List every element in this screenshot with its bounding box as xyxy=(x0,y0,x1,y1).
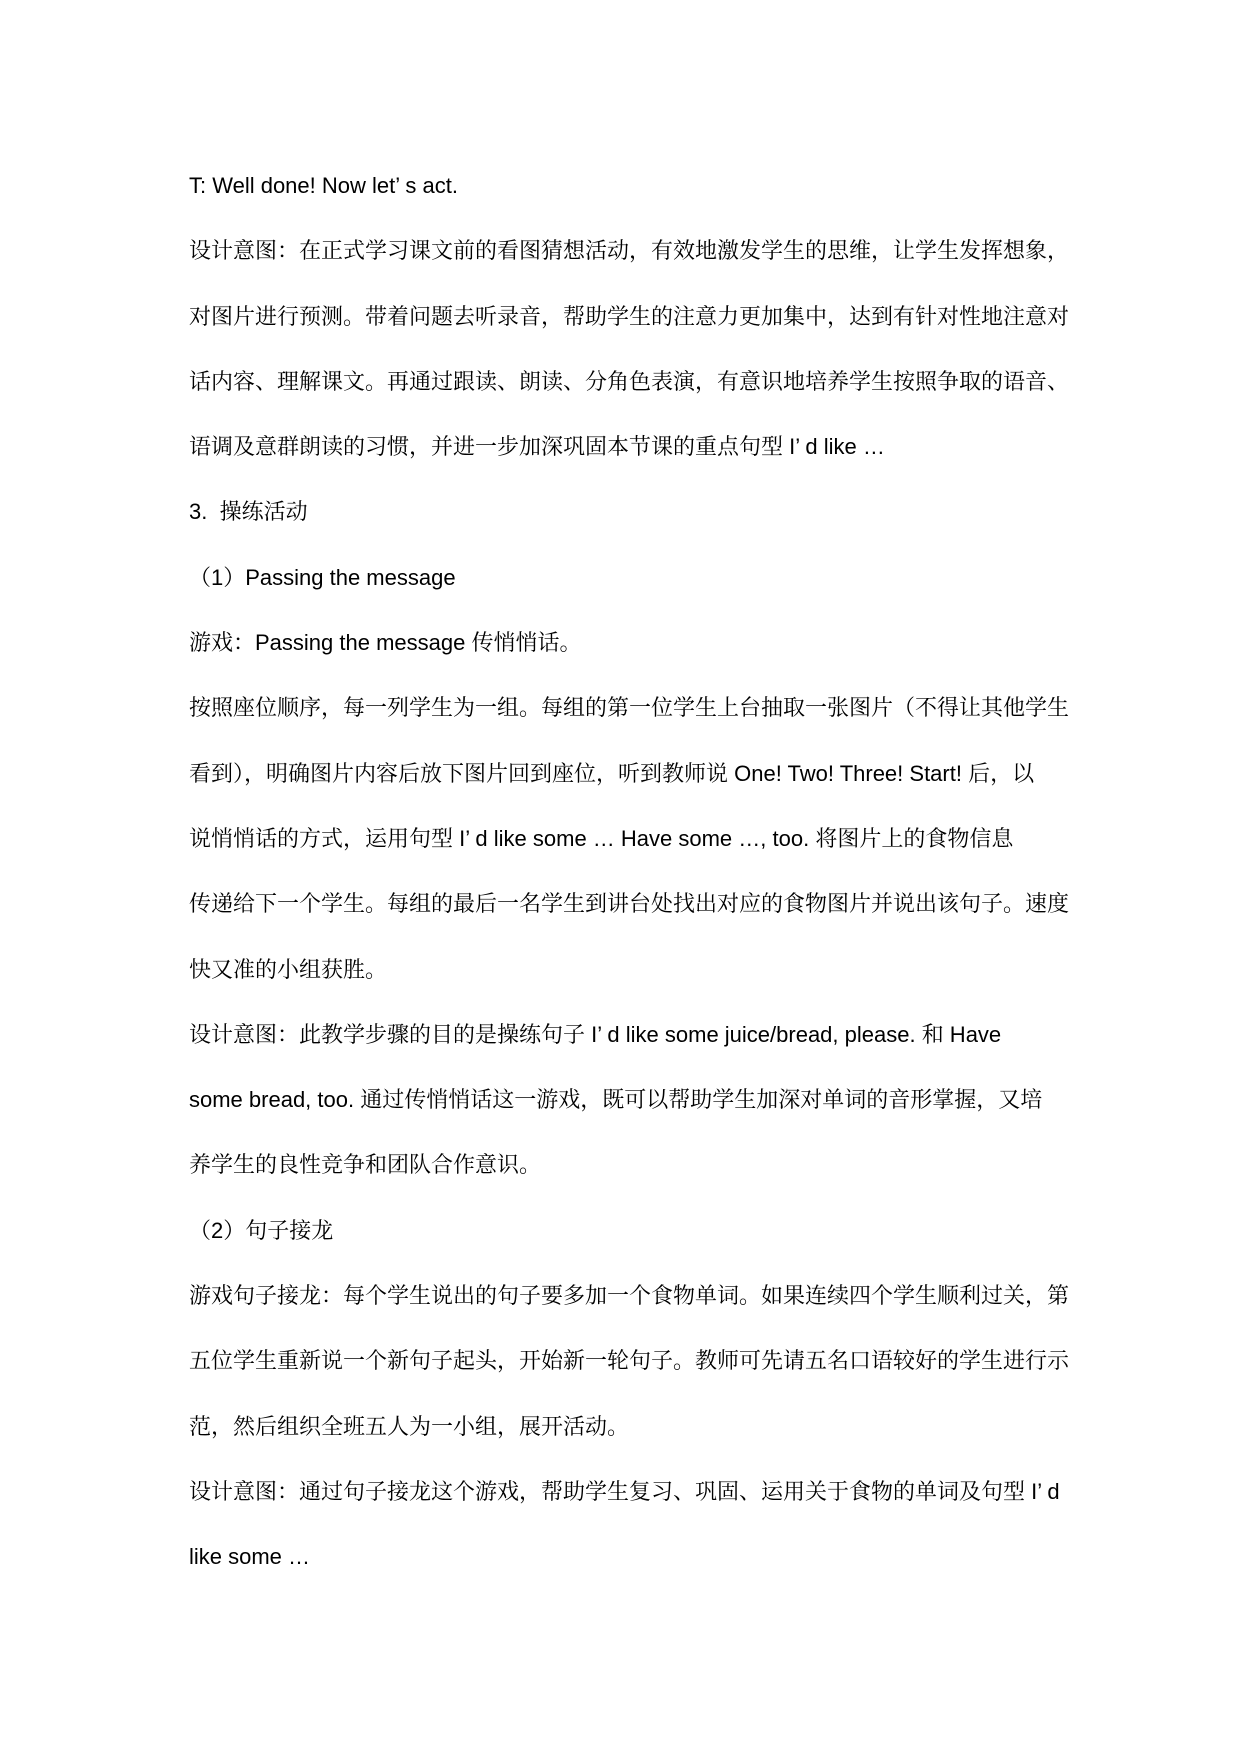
paragraph-line: 设计意图：在正式学习课文前的看图猜想活动，有效地激发学生的思维，让学生发挥想象， xyxy=(189,238,1070,264)
paragraph-line: 说悄悄话的方式，运用句型 I’ d like some … Have some …, too. 将图片上的食物信息 xyxy=(189,825,1014,851)
activity-1 xyxy=(189,545,1189,1198)
teacher-line: T: Well done! Now let’ s act. xyxy=(189,173,458,198)
paragraph-line: like some … xyxy=(189,1544,311,1570)
document-body xyxy=(189,153,1189,1590)
game-rules-paragraph xyxy=(189,675,1189,1001)
paragraph-line: 快又准的小组获胜。 xyxy=(189,956,388,982)
activity-title: （1）Passing the message xyxy=(189,564,456,590)
paragraph-line: 养学生的良性竞争和团队合作意识。 xyxy=(189,1152,542,1178)
paragraph-line: 话内容、理解课文。再通过跟读、朗读、分角色表演，有意识地培养学生按照争取的语音、 xyxy=(189,368,1070,394)
paragraph-line: 对图片进行预测。带着问题去听录音，帮助学生的注意力更加集中，达到有针对性地注意对 xyxy=(189,303,1070,329)
paragraph-line: 看到），明确图片内容后放下图片回到座位，听到教师说 One! Two! Three! Start! 后，以 xyxy=(189,760,1035,786)
paragraph-line: 游戏句子接龙：每个学生说出的句子要多加一个食物单词。如果连续四个学生顺利过关，第 xyxy=(189,1283,1070,1309)
design-intent-paragraph xyxy=(189,1002,1189,1198)
section-heading: 3. 操练活动 xyxy=(189,499,308,525)
paragraph-line: 设计意图：此教学步骤的目的是操练句子 I’ d like some juice/bread, please. 和 Have xyxy=(189,1021,1002,1047)
paragraph-line: 传递给下一个学生。每组的最后一名学生到讲台处找出对应的食物图片并说出该句子。速度 xyxy=(189,891,1070,917)
paragraph-line: 范，然后组织全班五人为一小组，展开活动。 xyxy=(189,1413,630,1439)
paragraph-line: 五位学生重新说一个新句子起头，开始新一轮句子。教师可先请五名口语较好的学生进行示 xyxy=(189,1348,1070,1374)
paragraph-line: 设计意图：通过句子接龙这个游戏，帮助学生复习、巩固、运用关于食物的单词及句型 I’ d xyxy=(189,1478,1060,1504)
activity-2 xyxy=(189,1198,1189,1590)
game-intro: 游戏：Passing the message 传悄悄话。 xyxy=(189,630,582,656)
design-intent-paragraph xyxy=(189,218,1189,479)
game-rules-paragraph xyxy=(189,1263,1189,1459)
paragraph-line: some bread, too. 通过传悄悄话这一游戏，既可以帮助学生加深对单词的音形掌握，又培 xyxy=(189,1087,1043,1113)
design-intent-paragraph xyxy=(189,1459,1189,1590)
paragraph-line: 语调及意群朗读的习惯，并进一步加深巩固本节课的重点句型 I’ d like … xyxy=(189,434,885,460)
activity-title: （2）句子接龙 xyxy=(189,1217,334,1243)
paragraph-line: 按照座位顺序，每一列学生为一组。每组的第一位学生上台抽取一张图片（不得让其他学生 xyxy=(189,695,1070,721)
